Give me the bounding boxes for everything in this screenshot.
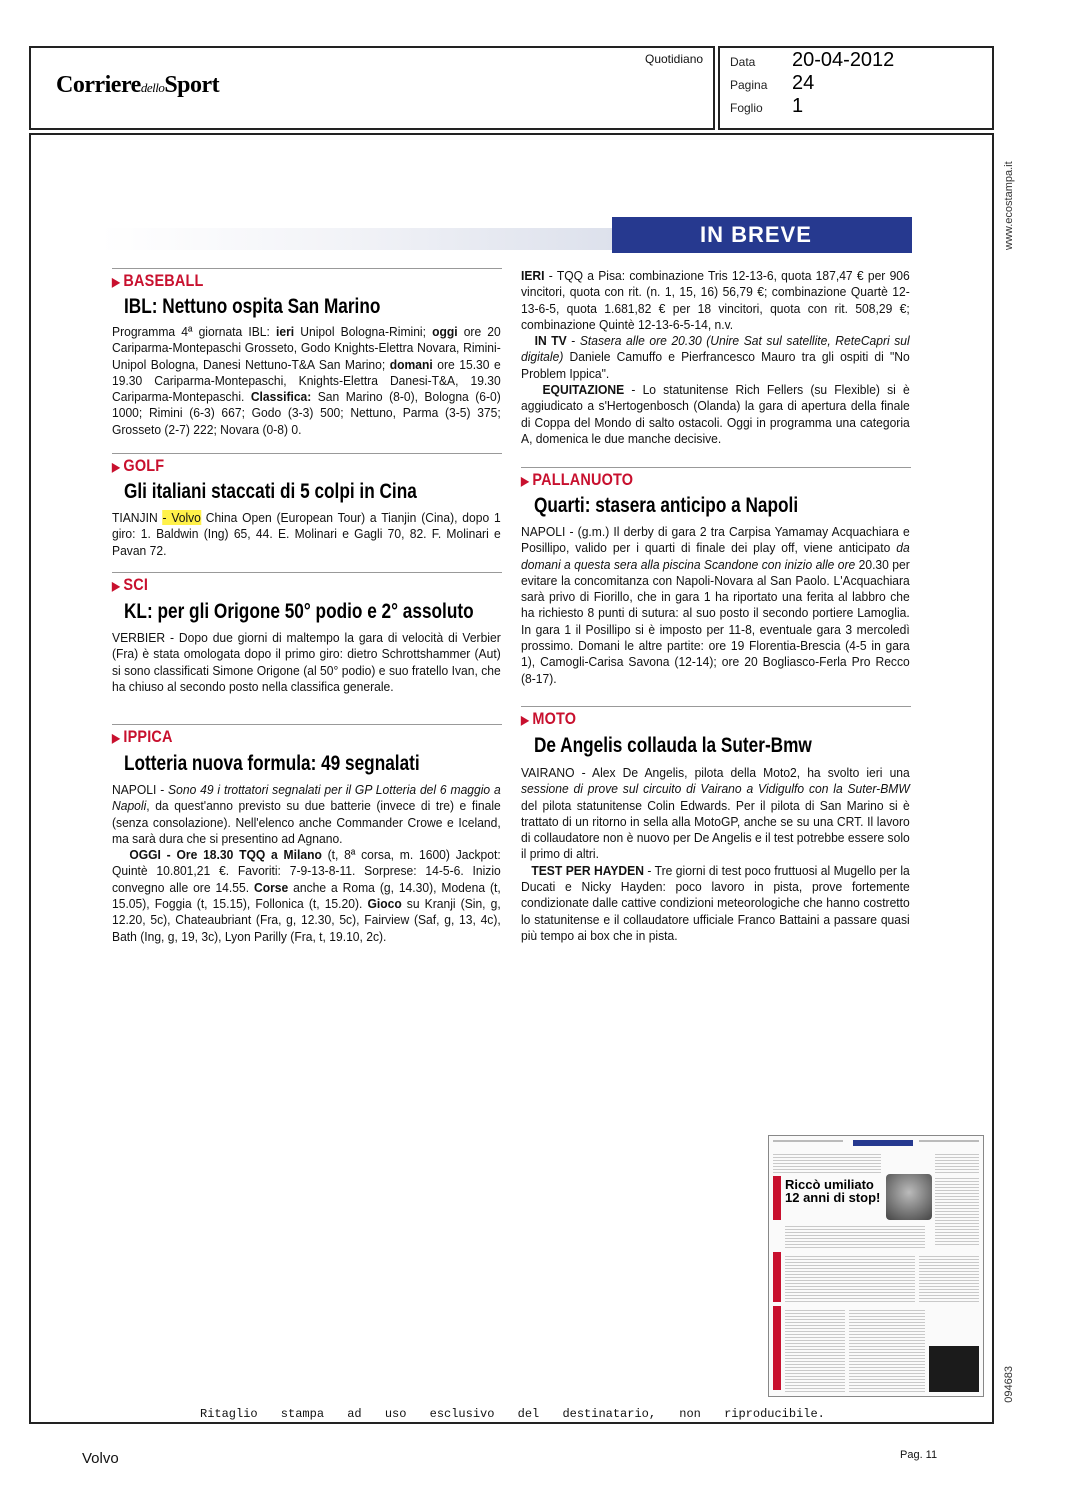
section-ippica-label: ▶ IPPICA	[112, 727, 173, 746]
thumbnail-photo	[886, 1174, 932, 1220]
moto-body: VAIRANO - Alex De Angelis, pilota della Moto2, ha svolto ieri una sessione di prove sul circuito di Vairano a Vidigulfo con la Suter-BMW del pilota statunitense Colin Edwards. Per il pilota di San Marino si è trattato di un ritorno in sella alla MotoGP, anche se su una CRT. Il lavoro di collaudatore non è nuovo per De Angelis e il test potrebbe essere solo il primo di altri. TEST PER HAYDEN - Tre giorni di test poco fruttuosi al Mugello per la Ducati e Nicky Hayden: poco lavoro in pista, prove fortemente condizionate dalle cattive condizioni meteorologiche che hanno costretto lo statunitense e il collaudatore ufficiale Franco Battaini a passare quasi più tempo ai box che in pista.	[521, 765, 910, 943]
footer-note: Ritaglio stampa ad uso esclusivo del destinatario, non riproducibile.	[200, 1407, 825, 1421]
section-rule	[521, 467, 911, 468]
section-rule	[112, 268, 502, 269]
section-rule	[112, 572, 502, 573]
banner-band	[100, 228, 612, 250]
ippica-headline: Lotteria nuova formula: 49 segnalati	[124, 752, 420, 775]
moto-headline: De Angelis collauda la Suter-Bmw	[534, 734, 812, 757]
volvo-highlight: - Volvo	[162, 510, 201, 525]
data-value: 20-04-2012	[792, 49, 895, 71]
ippica-continued-body: IERI - TQQ a Pisa: combinazione Tris 12-13-6, quota 187,47 € per 906 vincitori, quota con rit. (n. 1, 15, 16) 56,79 €; combinazione Quartè 12-13-6-5, quota 1.681,82 € per 18 vincitori, quota con rit. 508,29 €; combinazione Quintè 12-13-6-5-14, n.v. IN TV - Stasera alle ore 20.30 (Unire Sat sul satellite, ReteCapri sul digitale) Daniele Camuffo e Pierfrancesco Mauro tra gli ospiti di "No Problem Ippica". EQUITAZIONE - Lo statunitense Rich Fellers (su Flexible) si è aggiudicato a s'Hertogenbosch (Olanda) la gara di apertura della finale di Coppa del Mondo di salto ostacoli. Oggi in programma una categoria A, domenica le due manche decisive.	[521, 268, 910, 446]
side-url: www.ecostampa.it	[1003, 161, 1015, 250]
bottom-keyword: Volvo	[82, 1450, 119, 1467]
section-rule	[112, 724, 502, 725]
section-pallanuoto-label: ▶ PALLANUOTO	[521, 470, 634, 489]
data-label: Data	[730, 55, 756, 69]
section-rule	[112, 453, 502, 454]
thumbnail-headline-2: 12 anni di stop!	[785, 1190, 881, 1205]
page-thumbnail	[768, 1135, 984, 1397]
side-code: 094683	[1003, 1366, 1015, 1403]
in-breve-banner: IN BREVE	[612, 217, 912, 253]
sci-body: VERBIER - Dopo due giorni di maltempo la gara di velocità di Verbier (Fra) è stata omologata dopo il primo giro: dietro Schrottshammer (Aut) si sono classificati Simone Origone (al 50° podio) e suo fratello Ivan, che ha chiuso al secondo posto nella classifica generale.	[112, 630, 501, 694]
foglio-label: Foglio	[730, 101, 763, 115]
baseball-headline: IBL: Nettuno ospita San Marino	[124, 295, 381, 318]
thumbnail-headline-1: Riccò umiliato	[785, 1177, 874, 1192]
pallanuoto-headline: Quarti: stasera anticipo a Napoli	[534, 494, 799, 517]
section-baseball-label: ▶ BASEBALL	[112, 271, 204, 290]
quotidiano-label: Quotidiano	[645, 52, 704, 66]
section-moto-label: ▶ MOTO	[521, 709, 577, 728]
golf-body: TIANJIN - Volvo China Open (European Tour) a Tianjin (Cina), dopo 1 giro: 1. Baldwin (Ing) 65, 44. E. Molinari e Gagli 70, 82. F. Molinari e Pavan 72.	[112, 510, 501, 558]
baseball-body: Programma 4ª giornata IBL: ieri Unipol Bologna-Rimini; oggi ore 20 Cariparma-Montepaschi Grosseto, Godo Knights-Elettra Novara, Rimini-Unipol Bologna, Danesi Nettuno-T&A San Marino; domani ore 15.30 e 19.30 Cariparma-Montepaschi, Knights-Elettra Danesi-T&A, 19.30 Cariparma-Montepaschi. Classifica: San Marino (8-0), Bologna (6-0) 1000; Rimini (6-3) 667; Godo (3-3) 500; Nettuno, Parma (3-5) 375; Grosseto (2-7) 222; Novara (0-8) 0.	[112, 324, 501, 437]
pallanuoto-body: NAPOLI - (g.m.) Il derby di gara 2 tra Carpisa Yamamay Acquachiara e Posillipo, valido per i quarti di finale dei play off, viene anticipato da domani a questa sera alla piscina Scandone con inizio alle ore 20.30 per evitare la concomitanza con Napoli-Novara al San Paolo. L'Acquachiara sarà privo di Fiorillo, che in gara 1 ha riportato una ferita al labbro che ha richiesto 8 punti di sutura: al suo posto il secondo portiere Lamoglia. In gara 1 il Posillipo si è imposto per 11-8, eventuale gara 3 mercoledì prossimo. Domani le altre partite: ore 19 Florentia-Brescia (4-5 in gara 1), Camogli-Carisa Savona (12-14); ore 20 Bogliasco-Ferla Pro Recco (8-17).	[521, 524, 910, 686]
ippica-body: NAPOLI - Sono 49 i trottatori segnalati per il GP Lotteria del 6 maggio a Napoli, da quest'anno previsto su due batterie (invece di tre) e finale (senza consolazione). Nell'elenco anche Commander Crowe e Iceland, ma sarà dura che si presentino ad Agnano. OGGI - Ore 18.30 TQQ a Milano (t, 8ª corsa, m. 1600) Jackpot: Quintè 10.801,21 €. Favoriti: 7-9-13-8-11. Sorprese: 14-5-6. Inizio convegno alle ore 14.55. Corse anche a Roma (g, 14.30), Modena (t, 15.05), Foggia (t, 15.15), Follonica (t, 15.20). Gioco su Kranji (Sin, g, 12.20, 5c), Chateaubriant (Fra, g, 12.30, 5c), Fairview (Saf, g, 13, 4c), Bath (Ing, g, 19, 3c), Lyon Parilly (Fra, t, 19.10, 2c).	[112, 782, 501, 944]
section-sci-label: ▶ SCI	[112, 575, 149, 594]
section-rule	[521, 706, 911, 707]
page-number: Pag. 11	[900, 1449, 938, 1461]
pagina-label: Pagina	[730, 78, 768, 92]
pagina-value: 24	[792, 72, 815, 94]
newspaper-logo: CorrieredelloSport	[56, 72, 220, 98]
section-golf-label: ▶ GOLF	[112, 456, 165, 475]
foglio-value: 1	[792, 95, 804, 117]
sci-headline: KL: per gli Origone 50° podio e 2° assoluto	[124, 600, 474, 623]
golf-headline: Gli italiani staccati di 5 colpi in Cina	[124, 480, 417, 503]
